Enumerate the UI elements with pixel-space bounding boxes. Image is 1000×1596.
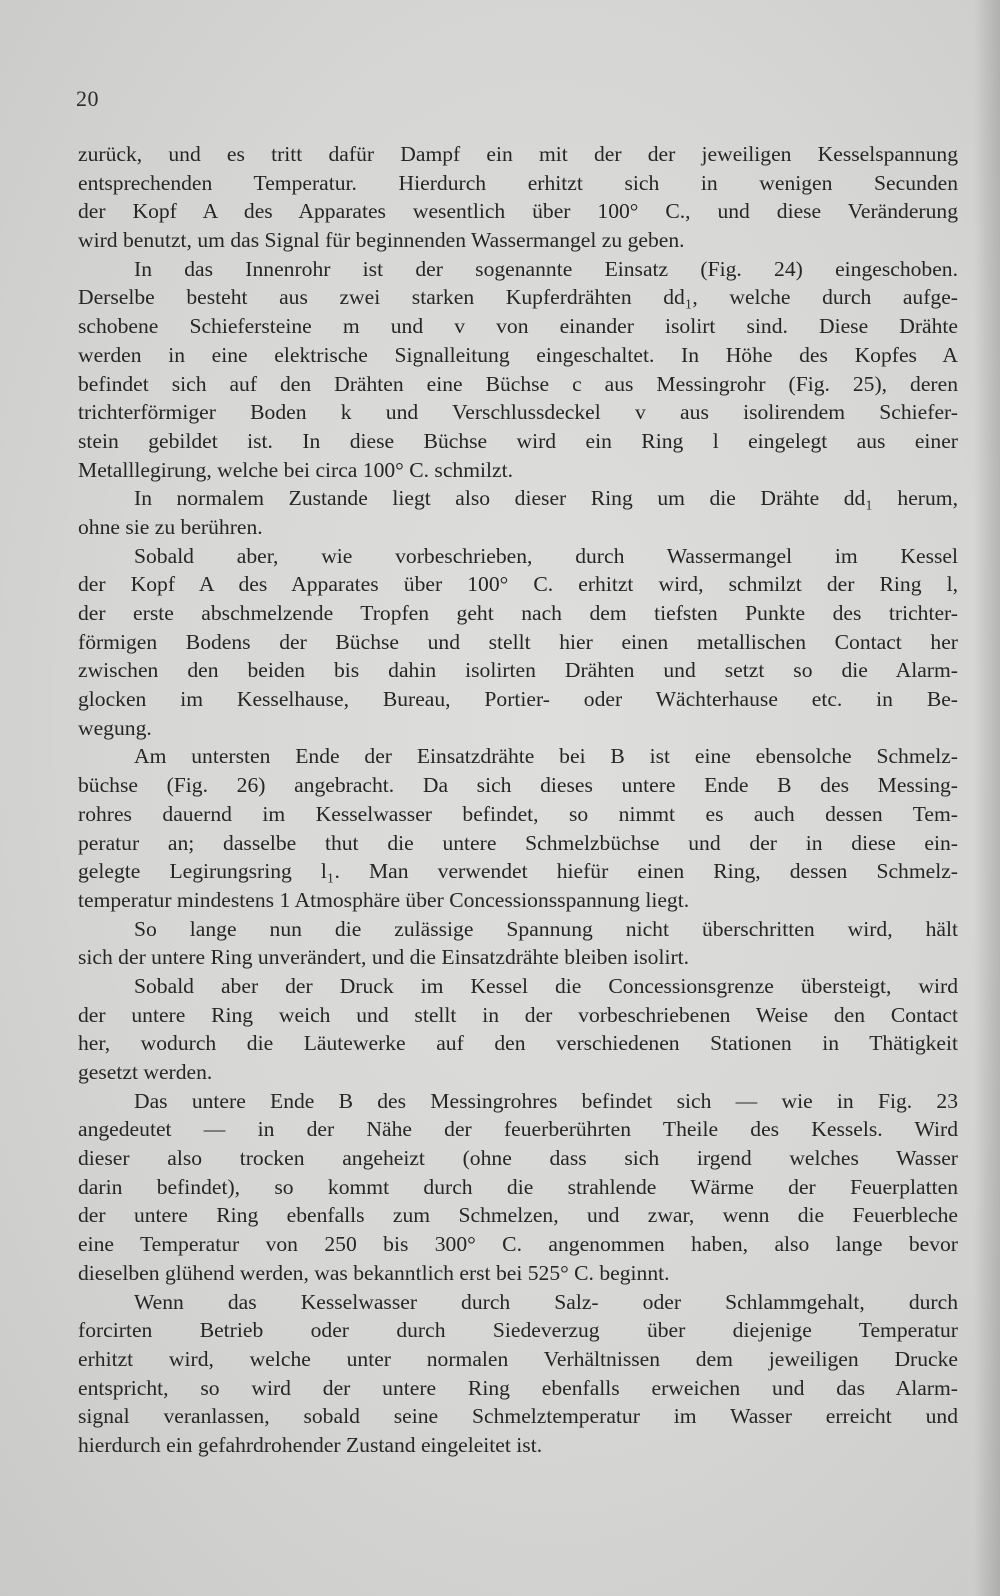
text-line: peratur an; dasselbe thut die untere Schmelzbüchse und der in diese ein- xyxy=(78,830,958,855)
text-line: Sobald aber der Druck im Kessel die Concessionsgrenze übersteigt, wird xyxy=(134,973,958,998)
text-line: So lange nun die zulässige Spannung nicht überschritten wird, hält xyxy=(134,916,958,941)
text-line: der Kopf A des Apparates wesentlich über 100° C., und diese Veränderung xyxy=(78,199,958,224)
text-line: Am untersten Ende der Einsatzdrähte bei B ist eine ebensolche Schmelz- xyxy=(134,744,958,769)
text-line: schobene Schiefersteine m und v von einander isolirt sind. Diese Drähte xyxy=(78,314,958,339)
text-line: her, wodurch die Läutewerke auf den verschiedenen Stationen in Thätigkeit xyxy=(78,1031,958,1056)
text-line: eine Temperatur von 250 bis 300° C. angenommen haben, also lange bevor xyxy=(78,1232,958,1257)
text-line: der Kopf A des Apparates über 100° C. erhitzt wird, schmilzt der Ring l, xyxy=(78,572,958,597)
text-line: der untere Ring ebenfalls zum Schmelzen, und zwar, wenn die Feuerbleche xyxy=(78,1203,958,1228)
text-line: Sobald aber, wie vorbeschrieben, durch Wassermangel im Kessel xyxy=(134,543,958,568)
text-line: hierdurch ein gefahrdrohender Zustand eingeleitet ist. xyxy=(78,1432,543,1457)
text-line: angedeutet — in der Nähe der feuerberührten Theile des Kessels. Wird xyxy=(78,1117,958,1142)
text-line: befindet sich auf den Drähten eine Büchse c aus Messingrohr (Fig. 25), deren xyxy=(78,371,958,396)
text-line: entspricht, so wird der untere Ring ebenfalls erweichen und das Alarm- xyxy=(78,1375,958,1400)
text-line: Das untere Ende B des Messingrohres befindet sich — wie in Fig. 23 xyxy=(134,1088,958,1113)
text-line: sich der untere Ring unverändert, und die Einsatzdrähte bleiben isolirt. xyxy=(78,945,690,970)
text-line: wird benutzt, um das Signal für beginnenden Wassermangel zu geben. xyxy=(78,228,685,253)
text-line: entsprechenden Temperatur. Hierdurch erhitzt sich in wenigen Secunden xyxy=(78,170,958,195)
text-line: erhitzt wird, welche unter normalen Verhältnissen dem jeweiligen Drucke xyxy=(78,1346,958,1371)
text-line: Metalllegirung, welche bei circa 100° C. schmilzt. xyxy=(78,457,513,482)
page-number: 20 xyxy=(76,86,99,111)
text-line: signal veranlassen, sobald seine Schmelztemperatur im Wasser erreicht und xyxy=(78,1404,958,1429)
text-line: dieser also trocken angeheizt (ohne dass sich irgend welches Wasser xyxy=(78,1146,958,1171)
text-line: rohres dauernd im Kesselwasser befindet, so nimmt es auch dessen Tem- xyxy=(78,801,958,826)
text-line: dieselben glühend werden, was bekanntlich erst bei 525° C. beginnt. xyxy=(78,1260,670,1285)
text-line: der untere Ring weich und stellt in der vorbeschriebenen Weise den Contact xyxy=(78,1002,958,1027)
text-line: darin befindet), so kommt durch die strahlende Wärme der Feuerplatten xyxy=(78,1174,958,1199)
text-line: glocken im Kesselhause, Bureau, Portier- oder Wächterhause etc. in Be- xyxy=(78,687,958,712)
text-line: zwischen den beiden bis dahin isolirten Drähten und setzt so die Alarm- xyxy=(78,658,958,683)
text-line: der erste abschmelzende Tropfen geht nach dem tiefsten Punkte des trichter- xyxy=(78,601,958,625)
body-text xyxy=(78,140,958,1460)
text-line: förmigen Bodens der Büchse und stellt hier einen metallischen Contact her xyxy=(78,629,958,654)
text-line: In normalem Zustande liegt also dieser Ring um die Drähte dd₁ herum, xyxy=(134,486,958,511)
text-line: gelegte Legirungsring l₁. Man verwendet hiefür einen Ring, dessen Schmelz- xyxy=(78,859,958,884)
page-edge-shadow xyxy=(974,0,1000,1596)
text-line: büchse (Fig. 26) angebracht. Da sich dieses untere Ende B des Messing- xyxy=(78,773,958,798)
text-line: ohne sie zu berühren. xyxy=(78,514,263,539)
text-line: temperatur mindestens 1 Atmosphäre über Concessionsspannung liegt. xyxy=(78,887,690,912)
text-line: zurück, und es tritt dafür Dampf ein mit der der jeweiligen Kesselspannung xyxy=(78,142,958,166)
text-line: Derselbe besteht aus zwei starken Kupferdrähten dd₁, welche durch aufge- xyxy=(78,285,958,310)
text-line: trichterförmiger Boden k und Verschlussdeckel v aus isolirendem Schiefer- xyxy=(78,400,958,425)
text-line: stein gebildet ist. In diese Büchse wird ein Ring l eingelegt aus einer xyxy=(78,428,958,453)
text-line: Wenn das Kesselwasser durch Salz- oder Schlammgehalt, durch xyxy=(134,1289,958,1314)
text-line: gesetzt werden. xyxy=(78,1060,213,1084)
text-line: werden in eine elektrische Signalleitung eingeschaltet. In Höhe des Kopfes A xyxy=(78,342,958,367)
text-line: forcirten Betrieb oder durch Siedeverzug über diejenige Temperatur xyxy=(78,1318,958,1343)
text-line: In das Innenrohr ist der sogenannte Einsatz (Fig. 24) eingeschoben. xyxy=(134,256,958,281)
text-line: wegung. xyxy=(78,715,152,740)
